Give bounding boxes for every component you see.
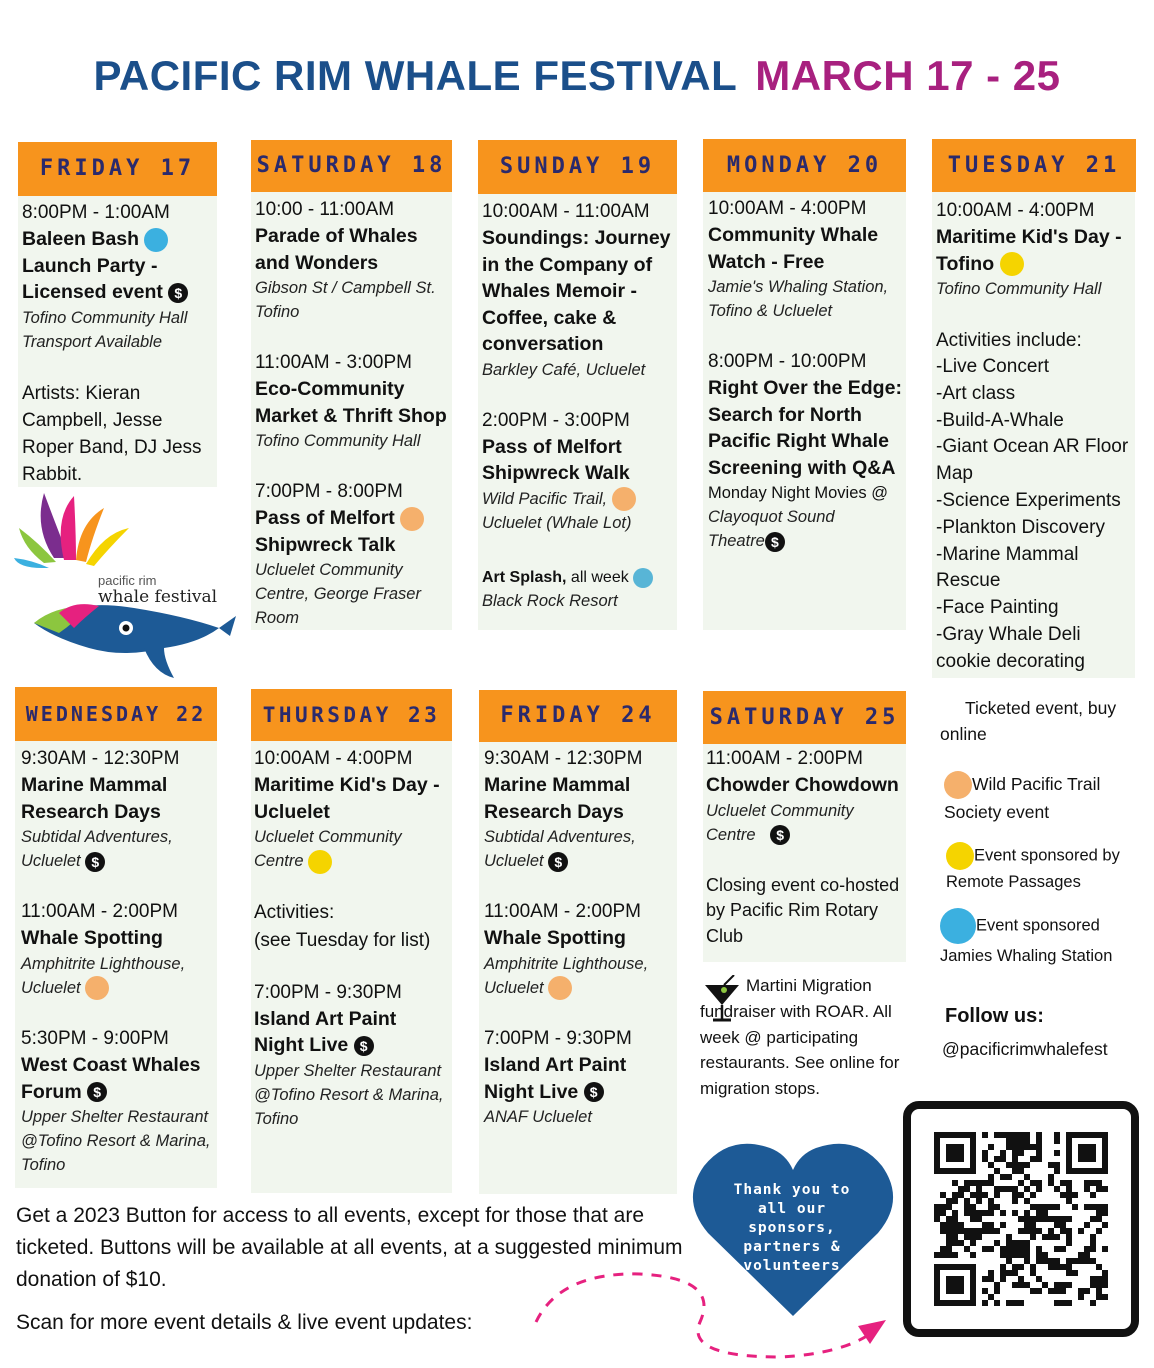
event-location: Barkley Café, Ucluelet [482,360,646,379]
festival-logo [14,488,238,680]
activity-item: -Art class [936,382,1016,404]
day-body-thursday-23 [254,746,450,1131]
follow-us-heading: Follow us: [945,1005,1044,1027]
event-time: 8:00PM - 10:00PM [708,351,867,372]
activity-item: -Face Painting [936,597,1059,619]
event-title: Island Art Paint [254,1007,397,1030]
event-location: Tofino Community Hall [22,308,188,327]
event-artists: Artists: Kieran Campbell, Jesse Roper Band, DJ Jess Rabbit. [22,382,202,485]
day-body-sunday-19 [482,199,675,613]
event-title: Right Over the Edge: Search for North Pacific Right Whale Screening with Q&A [708,377,902,479]
event-time: 11:00AM - 2:00PM [484,901,642,922]
event-location: Transport Available [22,332,163,351]
wild-pacific-trail-icon [85,976,109,1000]
day-header-friday-17: FRIDAY 17 [18,142,217,196]
event-time: 7:00PM - 9:30PM [484,1028,632,1050]
festival-dates: MARCH 17 - 25 [755,52,1061,99]
event-location: Tofino Community Hall [255,432,421,450]
day-header-wednesday-22: WEDNESDAY 22 [15,687,217,741]
event-title: Whale Spotting [21,927,163,949]
social-handle[interactable]: @pacificrimwhalefest [942,1039,1108,1059]
event-location: Ucluelet [21,978,81,997]
activity-item: -Giant Ocean AR Floor Map [936,436,1129,485]
logo-text-line1: pacific rim [98,573,157,588]
event-title: Maritime Kid's Day - Ucluelet [254,774,440,823]
event-location: Ucluelet Community [254,828,402,846]
event-time: 10:00AM - 4:00PM [254,748,413,769]
day-body-saturday-18 [255,197,450,630]
day-body-friday-17 [22,200,214,488]
event-location: Ucluelet Community Centre, George Fraser Room [255,561,421,627]
legend-ticketed: Ticketed event, buy online [940,698,1117,744]
event-title: Shipwreck Talk [255,533,396,556]
event-time: 7:00PM - 8:00PM [255,481,403,502]
event-title: Soundings: Journey in the Company of Whales Memoir - Coffee, cake & conversation [482,227,671,355]
closing-note: Closing event co-hosted by Pacific Rim Rotary Club [706,874,900,946]
wild-pacific-trail-icon [612,487,636,511]
activity-item: -Build-A-Whale [936,409,1064,431]
event-time: 7:00PM - 9:30PM [254,981,402,1003]
event-location: Theatre [708,532,765,550]
qr-code[interactable] [903,1101,1139,1337]
event-note: all week [566,569,629,587]
event-title: Tofino [936,252,995,275]
activity-item: -Plankton Discovery [936,516,1105,538]
ticketed-icon: $ [770,825,790,845]
thank-you-text: Thank you to all our sponsors, partners & volunteers [733,1182,851,1274]
event-title: Marine Mammal Research Days [21,774,168,823]
ticketed-icon: $ [765,532,785,552]
ticketed-icon: $ [168,283,188,303]
event-location: Centre [706,825,756,844]
event-time: 10:00 - 11:00AM [255,199,395,220]
event-location: Ucluelet [484,852,544,870]
legend-remote-passages: Event sponsored by Remote Passages [946,842,1136,895]
event-time: 5:30PM - 9:00PM [21,1028,169,1050]
event-location: Amphitrite Lighthouse, [21,954,186,973]
event-title: Night Live [254,1034,349,1057]
event-title: Whale Spotting [484,927,626,949]
event-subtitle: Monday Night Movies @ [708,484,888,502]
activities-note: (see Tuesday for list) [254,929,431,951]
event-title: Night Live [484,1080,579,1103]
jamies-whaling-icon [940,908,976,944]
event-time: 8:00PM - 1:00AM [22,202,170,223]
day-header-thursday-23: THURSDAY 23 [251,689,452,741]
day-body-tuesday-21 [936,198,1134,676]
event-location: Jamie's Whaling Station, Tofino & Ucluelet [708,278,889,320]
activities-title: Activities include: [936,330,1082,351]
event-time: 10:00AM - 11:00AM [482,201,650,222]
button-info: Get a 2023 Button for access to all events, except for those that are ticketed. Buttons will be available at all events, at a suggested minimum donation of $10. [16,1204,683,1291]
wild-pacific-trail-icon [400,507,424,531]
event-title: Island Art Paint [484,1054,627,1077]
legend-jamies-whaling: Event sponsored Jamies Whaling Station [940,908,1140,969]
event-time: 9:30AM - 12:30PM [484,748,643,769]
event-location: Upper Shelter Restaurant @Tofino Resort & Marina, Tofino [254,1061,444,1128]
day-body-saturday-25 [706,746,903,949]
remote-passages-icon [1000,252,1024,276]
martini-migration-note: Martini Migration fundraiser with ROAR. All week @ participating restaurants. See online for migration stops. [700,976,900,1099]
event-time: 11:00AM - 2:00PM [706,748,864,769]
event-location: Clayoquot Sound [708,508,835,526]
activity-item: -Live Concert [936,356,1049,377]
day-body-monday-20 [708,196,904,553]
event-location: Tofino Community Hall [936,280,1102,298]
legend-wpt: Wild Pacific Trail Society event [944,771,1134,825]
event-location: Subtidal Adventures, [484,828,636,846]
ticketed-icon: $ [584,1082,604,1102]
activity-item: -Marine Mammal Rescue [936,543,1079,592]
event-title: Chowder Chowdown [706,774,899,796]
event-location: Centre [254,852,304,870]
event-location: Ucluelet [484,978,544,997]
event-title: Parade of Whales and Wonders [255,225,418,274]
event-title: Baleen Bash [22,228,140,250]
event-title: Art Splash, [482,569,567,587]
event-location: Wild Pacific Trail, [482,489,608,508]
event-location: Amphitrite Lighthouse, [484,954,649,973]
activity-item: -Science Experiments [936,489,1121,511]
day-body-wednesday-22 [21,746,216,1177]
ticketed-icon: $ [354,1036,374,1056]
remote-passages-icon [308,850,332,874]
remote-passages-icon [946,842,974,870]
event-location: ANAF Ucluelet [484,1108,592,1127]
event-time: 11:00AM - 3:00PM [255,352,413,373]
event-title: Licensed event [22,281,163,303]
event-title: Eco-Community Market & Thrift Shop [255,378,447,427]
page-title [0,52,1154,100]
wild-pacific-trail-icon [944,771,972,799]
ticketed-icon: $ [85,852,105,872]
activities-list [936,354,1134,676]
day-header-tuesday-21: TUESDAY 21 [932,139,1136,192]
event-title: Community Whale Watch - Free [708,224,879,273]
day-body-friday-24 [484,746,676,1129]
wild-pacific-trail-icon [548,976,572,1000]
ticketed-icon: $ [548,852,568,872]
event-location: Black Rock Resort [482,592,618,611]
event-time: 2:00PM - 3:00PM [482,409,630,431]
logo-text-line2: whale festival [98,587,218,607]
event-location: Gibson St / Campbell St. Tofino [255,279,436,321]
event-title: Pass of Melfort [255,507,395,529]
day-header-saturday-18: SATURDAY 18 [251,140,452,192]
event-location: Upper Shelter Restaurant @Tofino Resort & Marina, Tofino [21,1108,211,1175]
day-header-saturday-25: SATURDAY 25 [703,691,906,744]
event-title: Pass of Melfort Shipwreck Walk [482,435,630,484]
day-header-friday-24: FRIDAY 24 [479,690,677,742]
event-time: 10:00AM - 4:00PM [708,198,867,219]
activity-item: -Gray Whale Deli cookie decorating [936,623,1085,672]
event-location: Ucluelet (Whale Lot) [482,514,632,533]
event-time: 11:00AM - 2:00PM [21,901,179,922]
event-time: 10:00AM - 4:00PM [936,200,1095,221]
event-title: Marine Mammal Research Days [484,774,631,823]
event-location: Ucluelet [21,852,81,870]
art-splash-icon [633,568,653,588]
event-time: 9:30AM - 12:30PM [21,748,180,769]
festival-name: PACIFIC RIM WHALE FESTIVAL [93,52,738,99]
event-title: Launch Party - [22,254,158,277]
scan-info: Scan for more event details & live event updates: [16,1311,473,1334]
event-location: Ucluelet Community [706,801,854,820]
ticketed-icon: $ [87,1082,107,1102]
event-title: Maritime Kid's Day - [936,226,1122,248]
jamies-whaling-icon [144,228,168,252]
day-header-monday-20: MONDAY 20 [703,139,906,192]
event-title: West Coast Whales [21,1054,201,1077]
day-header-sunday-19: SUNDAY 19 [478,140,677,194]
event-title: Forum [21,1080,82,1103]
event-location: Subtidal Adventures, [21,828,173,846]
activities-title: Activities: [254,901,335,923]
